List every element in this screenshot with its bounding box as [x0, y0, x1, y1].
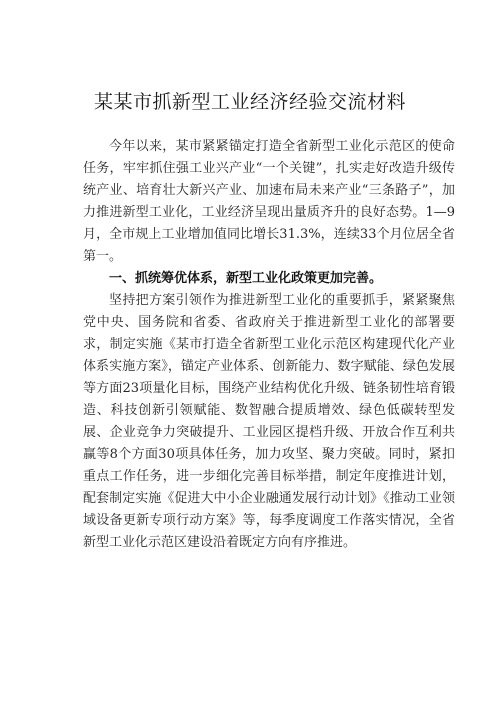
- intro-paragraph: 今年以来，某市紧紧锚定打造全省新型工业化示范区的使命任务，牢牢抓住强工业兴产业“一个关键”，扎实走好改造升级传统产业、培育壮大新兴产业、加速布局未来产业“三条路子”，加力推进新型工业化，工业经济呈现出量质齐升的良好态势。1—9月，全市规上工业增加值同比增长31.3%，连续33个月位居全省第一。: [83, 139, 455, 264]
- document-body: [83, 136, 455, 554]
- document-title: 某某市抓新型工业经济经验交流材料: [93, 91, 406, 113]
- section-paragraph: 坚持把方案引领作为推进新型工业化的重要抓手，紧紧聚焦党中央、国务院和省委、省政府关于推进新型工业化的部署要求，制定实施《某市打造全省新型工业化示范区构建现代化产业体系实施方案》，锚定产业体系、创新能力、数字赋能、绿色发展等方面23项量化目标，围绕产业结构优化升级、链条韧性培育锻造、科技创新引领赋能、数智融合提质增效、绿色低碳转型发展、企业竞争力突破提升、工业园区提档升级、开放合作互利共赢等8个方面30项具体任务，加力攻坚、聚力突破。同时，紧扣重点工作任务，进一步细化完善目标举措，制定年度推进计划，配套制定实施《促进大中小企业融通发展行动计划》《推动工业领域设备更新专项行动方案》等，每季度调度工作落实情况，全省新型工业化示范区建设沿着既定方向有序推进。: [83, 293, 455, 550]
- section-heading: 一、抓统筹优体系，新型工业化政策更加完善。: [109, 271, 383, 286]
